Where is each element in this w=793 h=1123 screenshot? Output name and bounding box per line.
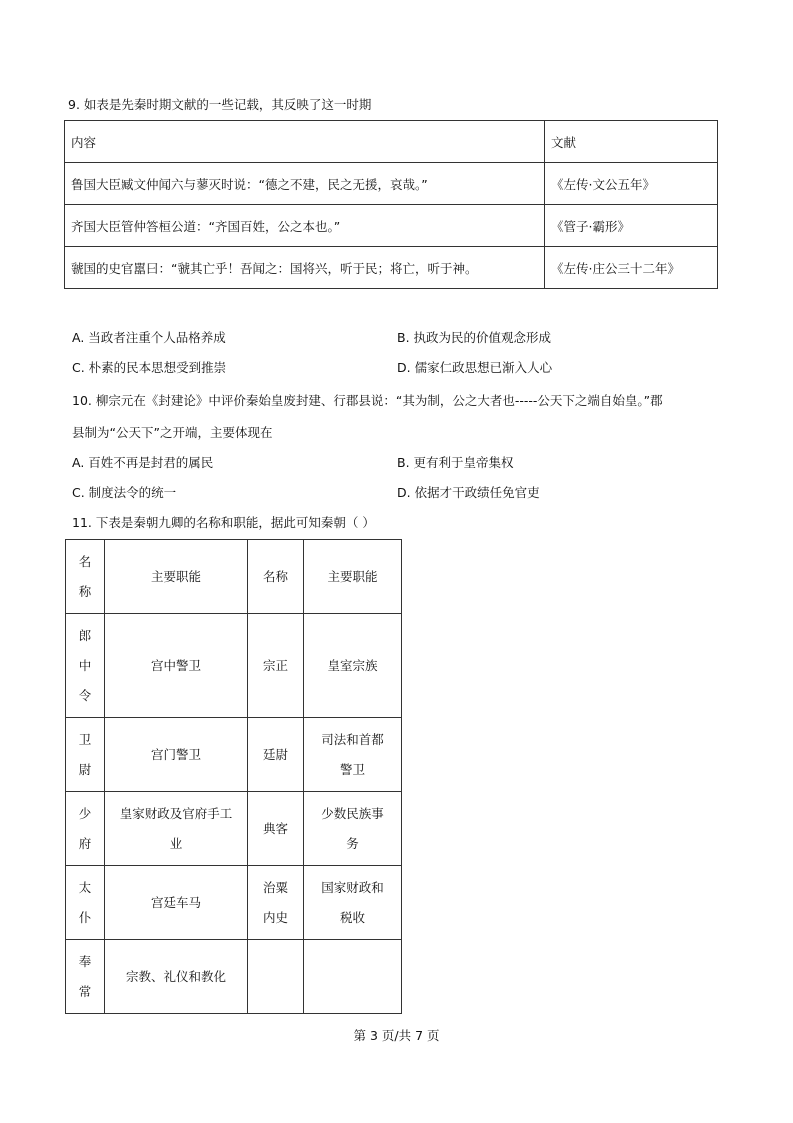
table-row [66, 614, 402, 718]
table-row [66, 792, 402, 866]
table-row [65, 247, 718, 289]
table-cell: 治粟内史 [248, 866, 304, 940]
table-cell: 典客 [248, 792, 304, 866]
table-cell: 宫廷车马 [105, 866, 248, 940]
table-cell: 《左传·文公五年》 [545, 163, 718, 205]
table-row [65, 121, 718, 163]
table-cell: 太仆 [66, 866, 105, 940]
q9-stem: 9. 如表是先秦时期文献的一些记载，其反映了这一时期 [68, 97, 372, 112]
table-header-cell: 名称 [248, 540, 304, 614]
table-header-cell: 名称 [66, 540, 105, 614]
table-row [65, 205, 718, 247]
q10-option-c[interactable]: C. 制度法令的统一 [72, 485, 177, 500]
page-footer: 第 3 页/共 7 页 [353, 1028, 440, 1043]
table-row [66, 940, 402, 1014]
table-cell: 少数民族事务 [304, 792, 402, 866]
table-cell: 虢国的史官嚚曰：“虢其亡乎！吾闻之：国将兴，听于民；将亡，听于神。 [65, 247, 545, 289]
table-cell: 皇家财政及官府手工业 [105, 792, 248, 866]
q10-stem-line2: 县制为“公天下”之开端，主要体现在 [72, 425, 273, 440]
table-cell: 宗教、礼仪和教化 [105, 940, 248, 1014]
table-cell: 宗正 [248, 614, 304, 718]
table-cell: 齐国大臣管仲答桓公道：“齐国百姓，公之本也。” [65, 205, 545, 247]
table-cell: 国家财政和税收 [304, 866, 402, 940]
table-cell: 卫尉 [66, 718, 105, 792]
q9-option-b[interactable]: B. 执政为民的价值观念形成 [397, 330, 552, 345]
table-cell: 皇室宗族 [304, 614, 402, 718]
q9-option-d[interactable]: D. 儒家仁政思想已渐入人心 [397, 360, 553, 375]
table-cell: 鲁国大臣臧文仲闻六与蓼灭时说：“德之不建，民之无援，哀哉。” [65, 163, 545, 205]
table-row [66, 718, 402, 792]
table-cell: 郎中令 [66, 614, 105, 718]
table-cell [248, 940, 304, 1014]
q11-stem: 11. 下表是秦朝九卿的名称和职能，据此可知秦朝（ ） [72, 515, 375, 530]
q9-option-c[interactable]: C. 朴素的民本思想受到推崇 [72, 360, 227, 375]
table-header-cell: 文献 [545, 121, 718, 163]
table-cell: 宫中警卫 [105, 614, 248, 718]
table-row [65, 163, 718, 205]
table-cell [304, 940, 402, 1014]
q9-table [64, 120, 718, 289]
table-cell: 《管子·霸形》 [545, 205, 718, 247]
table-row [66, 540, 402, 614]
table-header-cell: 内容 [65, 121, 545, 163]
table-cell: 《左传·庄公三十二年》 [545, 247, 718, 289]
q10-option-b[interactable]: B. 更有利于皇帝集权 [397, 455, 514, 470]
q9-option-a[interactable]: A. 当政者注重个人品格养成 [72, 330, 226, 345]
table-cell: 宫门警卫 [105, 718, 248, 792]
table-cell: 奉常 [66, 940, 105, 1014]
table-cell: 少府 [66, 792, 105, 866]
q11-table [65, 539, 402, 1014]
table-cell: 司法和首都警卫 [304, 718, 402, 792]
table-row [66, 866, 402, 940]
table-header-cell: 主要职能 [105, 540, 248, 614]
table-cell: 廷尉 [248, 718, 304, 792]
q10-option-a[interactable]: A. 百姓不再是封君的属民 [72, 455, 214, 470]
table-header-cell: 主要职能 [304, 540, 402, 614]
q10-stem-line1: 10. 柳宗元在《封建论》中评价秦始皇废封建、行郡县说：“其为制，公之大者也-----公天下之端自始皇。”郡 [72, 393, 663, 408]
q10-option-d[interactable]: D. 依据才干政绩任免官吏 [397, 485, 540, 500]
